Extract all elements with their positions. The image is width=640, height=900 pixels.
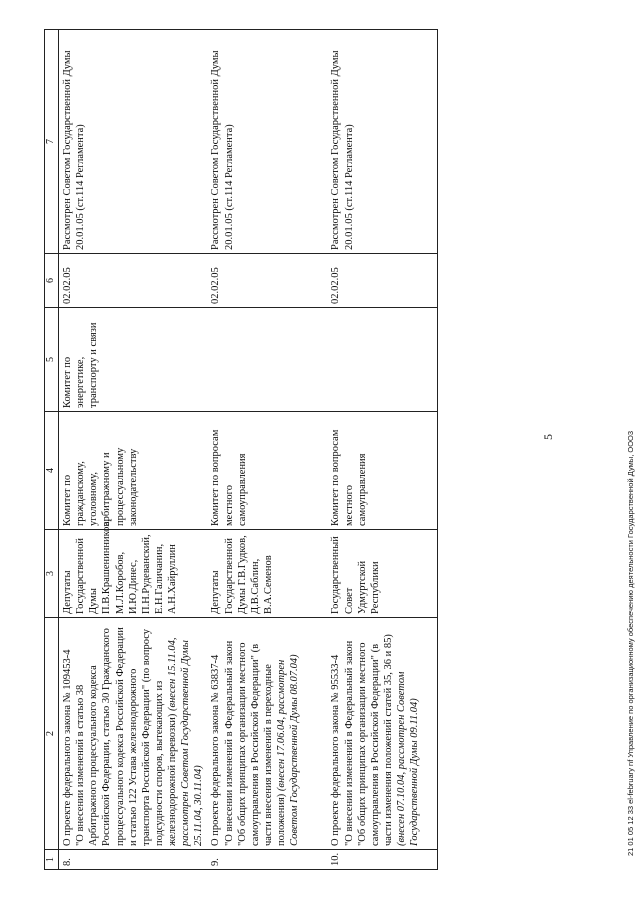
bill-note: (внесен 07.10.04, рассмотрен Советом Государственной Думы 09.11.04)	[396, 671, 421, 846]
column-number-row	[45, 30, 59, 870]
committee-cell: Комитет по вопросам местного самоуправления	[327, 412, 437, 530]
bill-body: "О внесении изменений в Федеральный закон "Об общих принципах организации местного самоуправления в Российской Федерации" (в части изменения положений статей 35, 36 и 85)	[343, 634, 394, 846]
bill-cell	[207, 618, 327, 850]
committee-cell: Комитет по вопросам местного самоуправления	[207, 412, 327, 530]
bill-body: "О внесении изменений в статью 38 Арбитражного процессуального кодекса Российской Федерации, статью 30 Гражданского процессуального кодекса Российской Федерации и статью 122 Устава железнодорожного транспорта Российской Федерации" (по вопросу подсудности споров, вытекающих из железнодорожной перевозки)	[75, 627, 178, 846]
col-header-5: 5	[45, 308, 59, 412]
bill-cell	[59, 618, 208, 850]
authors-cell: Депутаты Государственной Думы Г.В.Гудков, Д.В.Саблин, В.А.Семенов	[207, 530, 327, 618]
bill-cell	[327, 618, 437, 850]
page-number: 5	[541, 434, 555, 440]
bill-title: О проекте федерального закона № 63837-4	[210, 654, 222, 846]
row-number: 8.	[59, 850, 208, 870]
bill-title: О проекте федерального закона № 95533-4	[330, 654, 342, 846]
col-header-7: 7	[45, 30, 59, 254]
agenda-table-container	[44, 30, 444, 870]
footer-text: 21 01 05 12 33 el-february nf Управление по организационному обеспечению деятельности Государственной Думы, ООО3	[626, 430, 635, 856]
date-cell: 02.02.05	[327, 254, 437, 308]
bill-title: О проекте федерального закона № 109453-4	[62, 649, 73, 846]
status-cell: Рассмотрен Советом Государственной Думы 20.01.05 (ст.114 Регламента)	[59, 30, 208, 254]
table-row	[327, 30, 437, 870]
table-row	[59, 30, 208, 870]
date-cell: 02.02.05	[59, 254, 208, 308]
co-committee-cell	[327, 308, 437, 412]
row-number: 9.	[207, 850, 327, 870]
date-cell: 02.02.05	[207, 254, 327, 308]
row-number: 10.	[327, 850, 437, 870]
authors-cell: Депутаты Государственной Думы П.В.Крашенинников, М.Л.Коробов, И.Ю.Динес, П.Н.Рудеванский, Е.Н.Галичанин, А.Н.Хайруллин	[59, 530, 208, 618]
bill-note: (внесен 15.11.04, рассмотрен Советом Государственной Думы 25.11.04, 30.11.04)	[167, 637, 205, 846]
col-header-1: 1	[45, 850, 59, 870]
table-row	[207, 30, 327, 870]
col-header-3: 3	[45, 530, 59, 618]
agenda-table	[44, 29, 438, 870]
committee-cell: Комитет по гражданскому, уголовному, арбитражному и процессуальному законодательству	[59, 412, 208, 530]
bill-note: (внесен 17.06.04, рассмотрен Советом Государственной Думы 08.07.04)	[276, 654, 301, 846]
col-header-6: 6	[45, 254, 59, 308]
status-cell: Рассмотрен Советом Государственной Думы 20.01.05 (ст.114 Регламента)	[327, 30, 437, 254]
col-header-4: 4	[45, 412, 59, 530]
status-cell: Рассмотрен Советом Государственной Думы 20.01.05 (ст.114 Регламента)	[207, 30, 327, 254]
authors-cell: Государственный Совет Удмуртской Республики	[327, 530, 437, 618]
co-committee-cell: Комитет по энергетике, транспорту и связи	[59, 308, 208, 412]
col-header-2: 2	[45, 618, 59, 850]
co-committee-cell	[207, 308, 327, 412]
bill-body: "О внесении изменений в Федеральный закон "Об общих принципах организации местного самоуправления в Российской Федерации" (в части внесения изменений в переходные положения)	[223, 640, 287, 846]
